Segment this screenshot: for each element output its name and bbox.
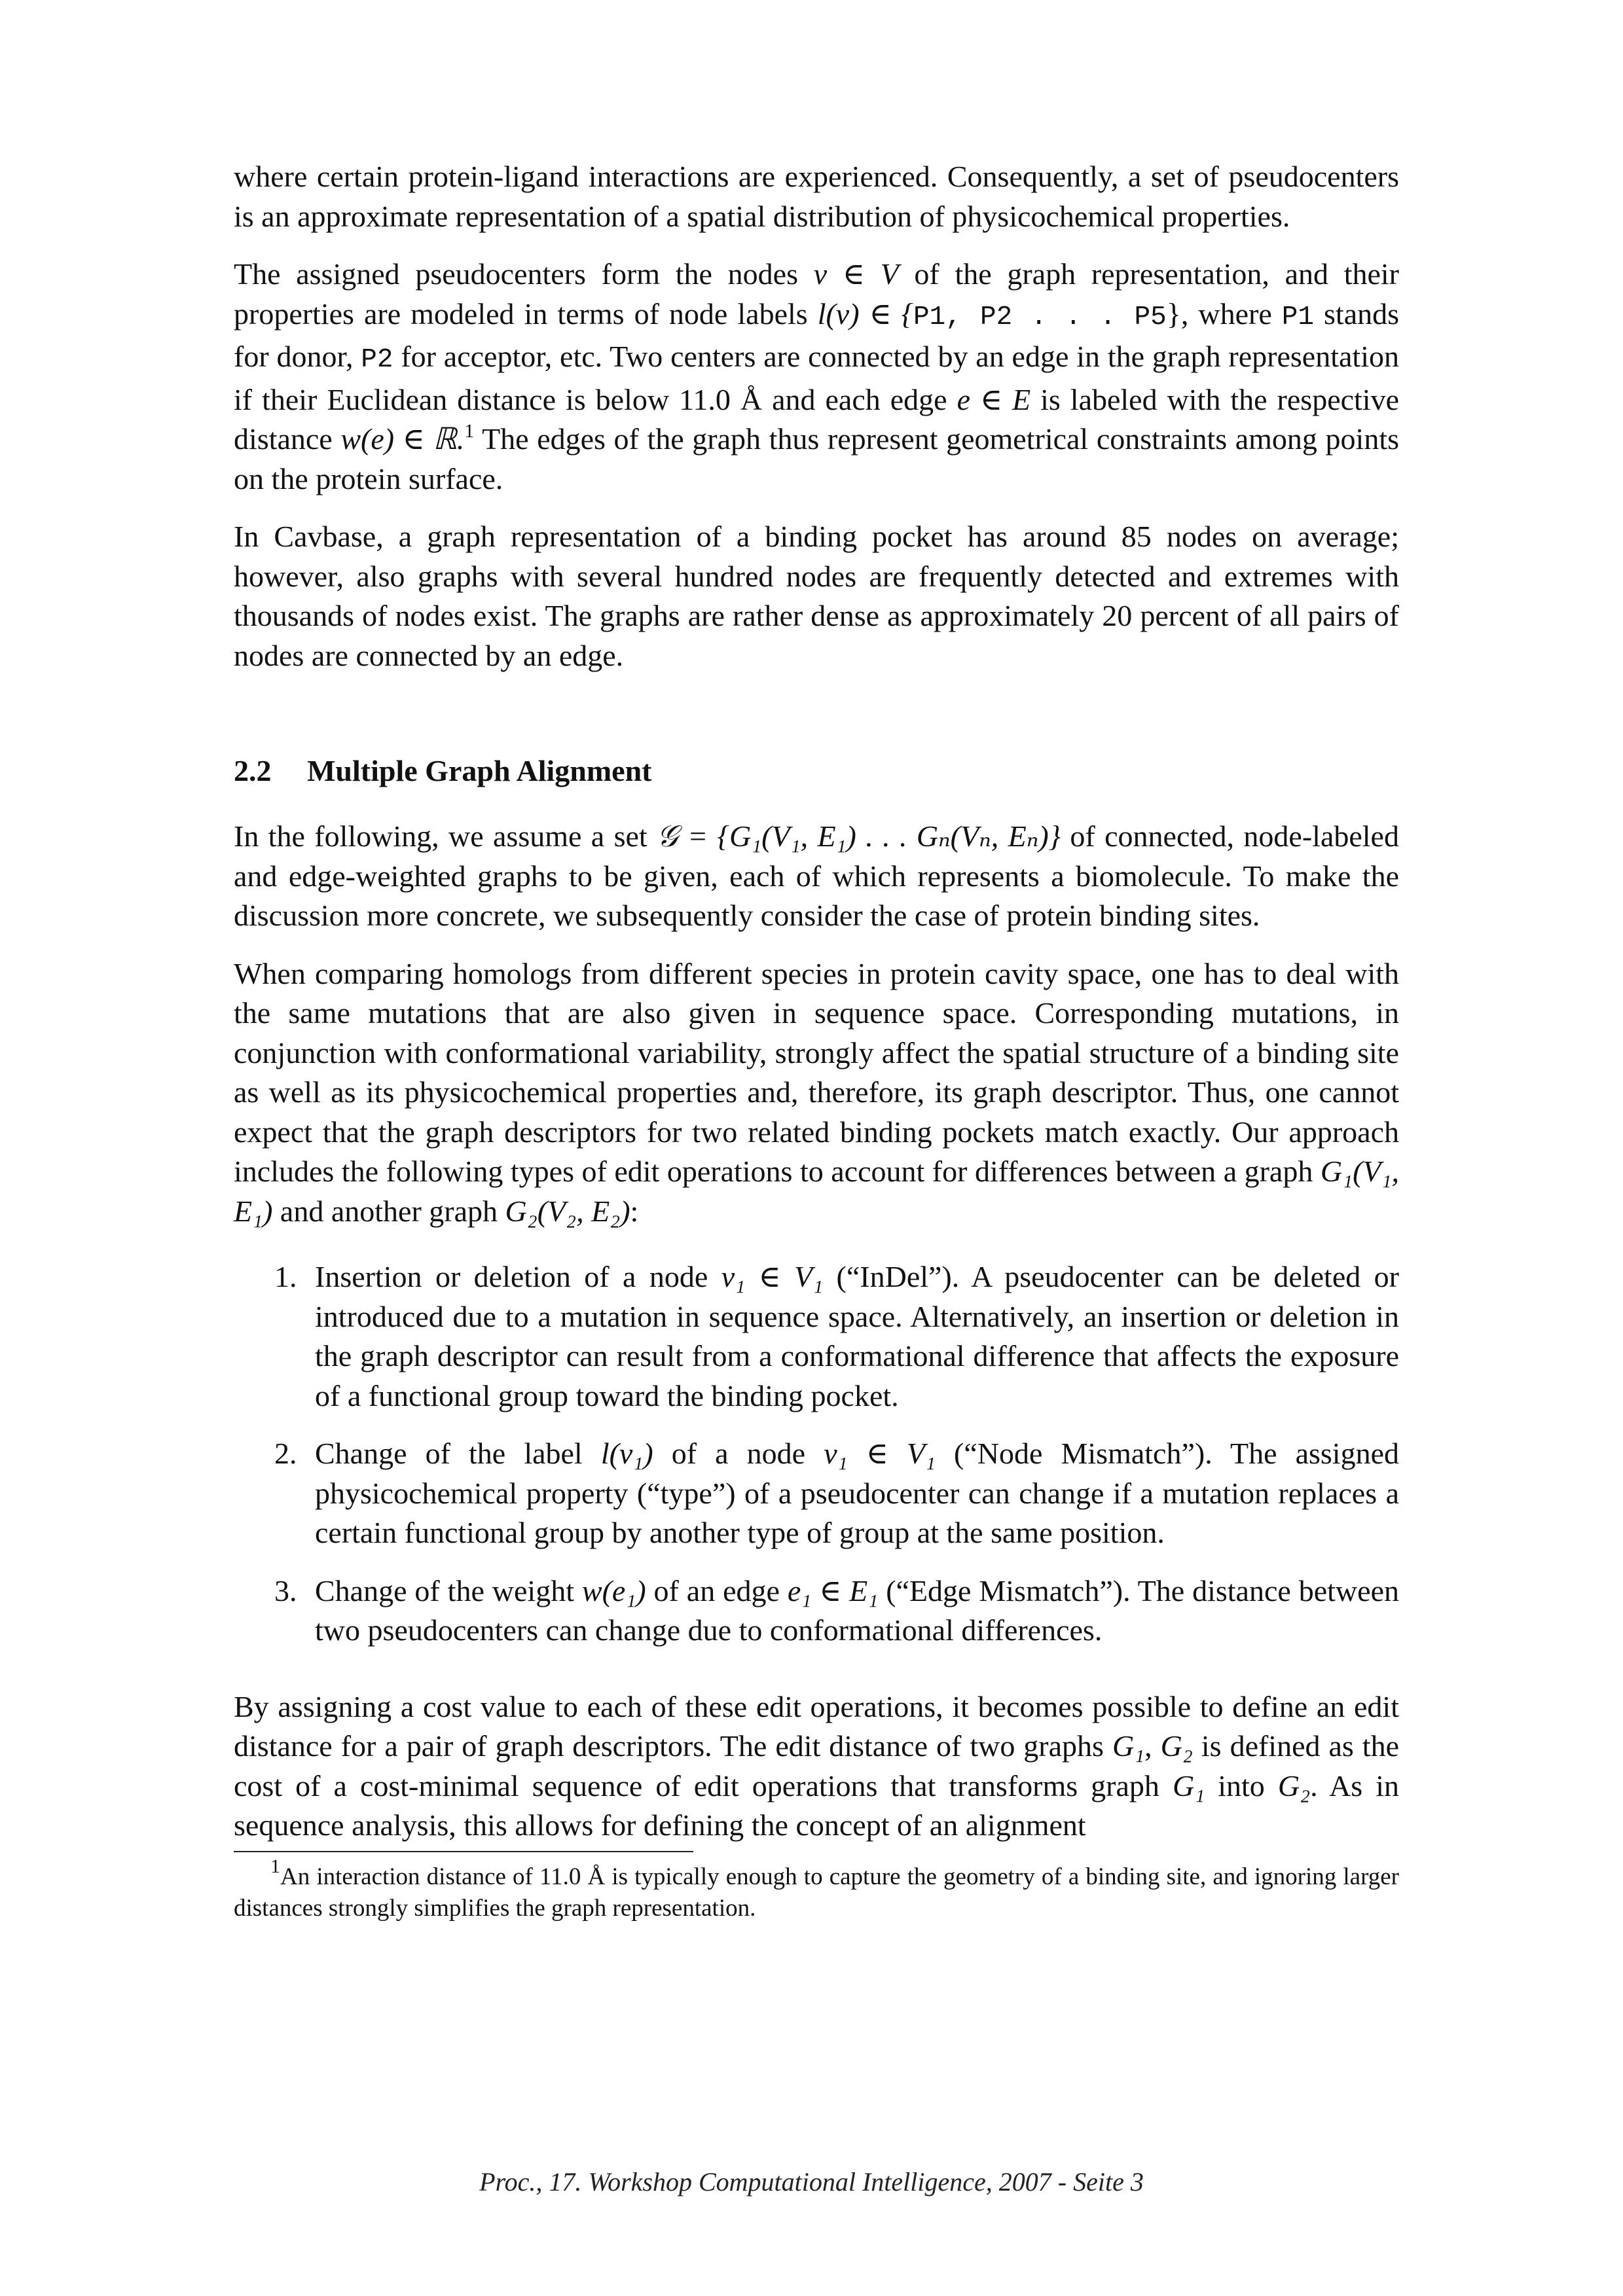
paragraph-edit-distance (234, 1687, 1399, 1846)
list-item (234, 1257, 1399, 1416)
math-inline: } (1166, 296, 1181, 331)
text-span: Change of the label (315, 1437, 601, 1470)
text-span: and each edge (762, 382, 957, 416)
text-span: of an edge (646, 1573, 788, 1607)
label-p2-code: P2 (361, 345, 393, 375)
page-content (234, 157, 1399, 1924)
text-span: for acceptor, etc. Two centers are connected by an edge in the graph representation if their Euclidean distance is below (234, 340, 1399, 416)
math-inline: e₁ ∈ E₁ (787, 1573, 879, 1607)
text-span: is defined as the cost of a cost-minimal sequence of edit operations that transforms graph (234, 1729, 1400, 1803)
paragraph-text: In Cavbase, a graph representation of a binding pocket has around 85 nodes on average; however, also graphs with several hundred nodes are frequently detected and extremes with thousands of nodes exist. The graphs are rather dense as approximately 20 percent of all pairs of nodes are connected by an edge. (234, 520, 1399, 672)
math-inline: w(e) ∈ ℝ. (340, 422, 465, 456)
math-inline: v₁ ∈ V₁ (824, 1437, 936, 1470)
footnote-marker: 1 (270, 1855, 280, 1877)
math-inline: 𝒢 = {G₁(V₁, E₁) . . . Gₙ(Vₙ, Eₙ)} (657, 819, 1061, 853)
text-span: Insertion or deletion of a node (315, 1260, 721, 1293)
math-inline: G₂(V₂, E₂) (505, 1194, 630, 1228)
paragraph-graph-set (234, 817, 1399, 936)
text-span: (“InDel”). A pseudocenter can be deleted or introduced due to a mutation in sequence space. Alternatively, an insertion or deletion in the graph descriptor can result from a conformational difference that affects the exposure of a functional group toward the binding pocket. (315, 1260, 1399, 1412)
text-span: stands for donor, (234, 296, 1400, 373)
paragraph-cavbase (234, 517, 1399, 675)
text-span: , (1144, 1729, 1161, 1763)
text-span: of the graph representation, and their properties are modeled in terms of node labels (234, 257, 1400, 331)
text-span: In the following, we assume a set (234, 819, 657, 853)
running-footer: Proc., 17. Workshop Computational Intelligence, 2007 - Seite 3 (479, 2167, 1144, 2197)
math-inline: l(v) ∈ { (817, 296, 914, 331)
math-inline: v ∈ V (813, 257, 899, 291)
section-number: 2.2 (234, 754, 272, 787)
text-span: When comparing homologs from different species in protein cavity space, one has to deal with the same mutations that are also given in sequence space. Corresponding mutations, in conjunction with conformational variability, strongly affect the spatial structure of a binding site as well as its physicochemical properties and, therefore, its graph descriptor. Thus, one cannot expect that the graph descriptors for two related binding pockets match exactly. Our approach includes the following types of edit operations to account for differences between a graph (234, 956, 1399, 1188)
text-span: By assigning a cost value to each of these edit operations, it becomes possible to define an edit distance for a pair of graph descriptors. The edit distance of two graphs (234, 1689, 1399, 1763)
edit-operations-list (234, 1257, 1399, 1651)
footnote-divider (234, 1851, 693, 1852)
paragraph-graph-nodes (234, 255, 1399, 499)
node-labels-code: P1, P2 . . . P5 (913, 302, 1167, 332)
math-inline: v₁ ∈ V₁ (721, 1260, 824, 1293)
math-inline: G₁ (1112, 1729, 1145, 1763)
text-span: (“Node Mismatch”). The assigned physicochemical property (“type”) of a pseudocenter can change if a mutation replaces a certain functional group by another type of group at the same position. (315, 1437, 1400, 1549)
list-marker: 2. (274, 1437, 297, 1470)
section-title: Multiple Graph Alignment (307, 754, 652, 787)
label-p1-code: P1 (1281, 302, 1314, 332)
math-inline: G₂ (1277, 1768, 1311, 1803)
math-inline: l(v₁) (600, 1437, 653, 1470)
footnote-text: An interaction distance of 11.0 Å is typically enough to capture the geometry of a binding site, and ignoring larger distances strongly simplifies the graph representation. (234, 1863, 1399, 1922)
math-inline: G₁(V₁, E₁) (234, 1155, 1399, 1228)
section-heading (234, 751, 1399, 791)
math-inline: G₂ (1160, 1729, 1193, 1763)
footnote-marker[interactable]: 1 (464, 420, 475, 442)
list-marker: 1. (274, 1260, 297, 1293)
list-item (234, 1571, 1399, 1651)
math-inline: e ∈ E (957, 382, 1031, 416)
math-inline: w(e₁) (581, 1573, 646, 1607)
text-span: The assigned pseudocenters form the nodes (234, 257, 814, 291)
text-span: , where (1180, 296, 1282, 331)
paragraph-text: where certain protein-ligand interactions are experienced. Consequently, a set of pseudocenters is an approximate representation of a spatial distribution of physicochemical properties. (234, 160, 1399, 233)
text-span: : (630, 1194, 639, 1228)
text-span: is labeled with the respective distance (234, 382, 1400, 456)
list-marker: 3. (274, 1573, 297, 1607)
list-item (234, 1434, 1399, 1553)
paragraph-pseudocenters-intro (234, 157, 1399, 236)
text-span: of connected, node-labeled and edge-weighted graphs to be given, each of which represents a biomolecule. To make the discussion more concrete, we subsequently consider the case of protein binding sites. (234, 819, 1399, 932)
text-span: . As in sequence analysis, this allows for defining the concept of an alignment (234, 1768, 1400, 1842)
text-span: and another graph (272, 1194, 505, 1228)
math-inline: G₁ (1172, 1768, 1205, 1803)
footnote (234, 1855, 1399, 1924)
text-span: into (1205, 1768, 1278, 1803)
paragraph-homologs (234, 954, 1399, 1232)
text-span: of a node (653, 1437, 824, 1470)
distance-value: 11.0 Å (679, 382, 763, 416)
text-span: The edges of the graph thus represent geometrical constraints among points on the protein surface. (234, 422, 1400, 495)
text-span: Change of the weight (315, 1573, 582, 1607)
text-span: (“Edge Mismatch”). The distance between two pseudocenters can change due to conformational differences. (315, 1573, 1399, 1647)
